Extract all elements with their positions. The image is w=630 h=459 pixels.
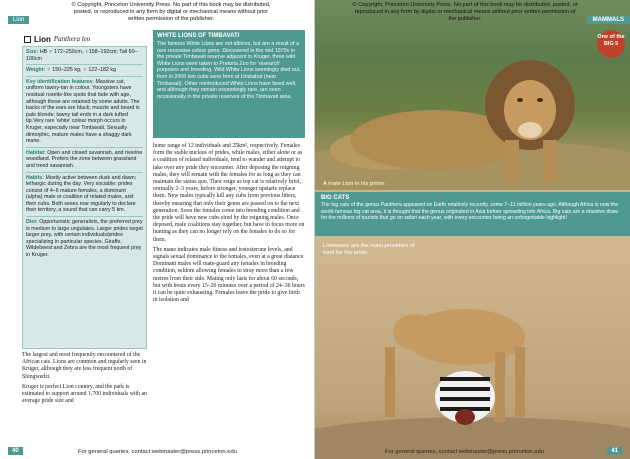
scientific-name: Panthera leo xyxy=(53,35,91,43)
keyid-text: Massive cat, uniform tawny-tan in colour. Youngsters have residual rosette-like spots that fade with age, although these are retained by some adults. The backs of the ears are black; muzzle and beard is pale blonde; tawny tail ends in a dark tufted tip.Very rare 'white' colour morph occurs in Kruger, especially near Timbavati. Sexually dimorphic, mature males have a shaggy dark mane. xyxy=(26,78,140,145)
keyid-section xyxy=(23,77,146,147)
zebra xyxy=(435,371,495,425)
habits-label: Habits: xyxy=(26,174,44,181)
page-footer: For general queries, contact webmaster@press.princeton.edu xyxy=(78,449,237,455)
right-page xyxy=(315,0,630,459)
lioness-zebra-illustration xyxy=(315,237,630,459)
page-number: 40 xyxy=(8,447,23,455)
white-lions-box xyxy=(153,30,305,138)
keyid-label: Key identification features: xyxy=(26,78,94,85)
species-infobox xyxy=(22,46,147,349)
body-paragraph: Kruger is perfect Lion country, and the park is estimated to support around 1,700 individuals with an average pride size and xyxy=(22,383,147,405)
weight-section xyxy=(23,65,146,76)
copyright-notice: © Copyright, Princeton University Press. No part of this book may be distributed, posted, or reproduced in any form by digital or mechanical means without prior written permission of the publisher. xyxy=(352,2,578,22)
copyright-notice: © Copyright, Princeton University Press. No part of this book may be distributed, posted, or reproduced in any form by digital or mechanical means without prior written permission of the publisher. xyxy=(71,2,271,22)
diet-text: Opportunistic generalists, the preferred prey is medium to large ungulates. Larger prides target larger prey, with certain individuals/prides specializing in particular species. Giraffe, Wildebeest and Zebra are the most frequent prey in Kruger. xyxy=(26,219,143,259)
weight-label: Weight: xyxy=(26,67,46,74)
habitat-section xyxy=(23,148,146,172)
big-cats-text: The big cats of the genus Panthera appeared on Earth relatively recently, some 7–11 million years ago. Although Africa is now the world-famous big cat area, it is thought that the genus originated in Asia before spreading into Africa. Big cats are a massive draw for the millions of tourists that go on safari each year, with every encounter being an unforgettable highlight! xyxy=(321,202,619,222)
size-section xyxy=(23,47,146,64)
big-cats-box xyxy=(315,192,630,236)
diet-section xyxy=(23,217,146,261)
body-paragraph: home range of 12 individuals and 25km², respectively. Females form the stable nucleus of prides, while males, either alone or as a coalition of related individuals, tend to wander and attempt to take over any pride they encounter. After deposing the reigning males, they will remain with the females for as long as they can maintain the status quo. Their reign as top cat is relatively brief, normally 2–3 years, before stronger, younger upstarts replace them. New males typically kill any cubs from previous litters, thereby ensuring that only their genes are passed on to the next generation. Soon the females come into breeding condition and the pride will have new cubs sired by the reigning males. Once deposed, male coalitions stay together, but have to focus more on hunting as they can no longer rely on the females to do so for them. xyxy=(153,143,305,243)
species-title: Lion xyxy=(34,34,51,44)
white-lions-text: The famous White Lions are not albinos, but are a result of a rare recessive colour gene. Discovered in the mid 1970s in the private Timbavati reserve adjacent to Kruger, three wild White Lions were taken to Pretoria Zoo for 'research' purposes and breeding. Wild White Lions seemingly died out, then in 2006 two cubs were born at Umbabat (near Timbavati). Other reintroduced White Lions have fared well, and although they remain exceedingly rare, are seen occasionally in the private reserves of the Timbavati area. xyxy=(157,41,301,100)
tick-checkbox[interactable] xyxy=(24,36,31,43)
male-lion-photo xyxy=(315,0,630,190)
big5-badge: One of the BIG 5 xyxy=(597,30,625,58)
big-cats-heading: BIG CATS xyxy=(321,195,350,201)
habitat-label: Habitat: xyxy=(26,149,46,156)
habits-section xyxy=(23,173,146,217)
page-footer: For general queries, contact webmaster@press.princeton.edu xyxy=(385,449,544,455)
body-paragraph: The mane indicates male fitness and testosterone levels, and signals sexual dominance to the females, even at a great distance. Dominant males will mate-guard any females in breeding condition, seldom allowing females to stray more than a few metres from their side. Mating only lasts for about 60 seconds, but with bouts every 15–20 minutes over a period of 24–36 hours it can be quite exhausting. Females leave the pride to give birth in isolation and xyxy=(153,246,305,304)
section-tab: MAMMALS xyxy=(587,16,630,24)
species-heading xyxy=(24,33,146,45)
body-paragraph: The largest and most frequently encountered of the African cats. Lions are common and regularly seen in Kruger, although they are less frequent north of Shingwedzi. xyxy=(22,352,147,380)
lioness-zebra-photo xyxy=(315,237,630,459)
diet-label: Diet: xyxy=(26,219,38,226)
section-tab: Lion xyxy=(8,16,29,24)
body-column-left xyxy=(22,352,147,408)
body-column-right xyxy=(153,143,305,307)
page-number: 41 xyxy=(607,447,622,455)
habitat-text: Open and closed savannah, and riverine woodland. Prefers the zone between grassland and treed savannah. xyxy=(26,149,143,169)
size-text: HB ♂ 172–250cm, ♀158–192cm; Tail 60–100cm xyxy=(26,49,138,62)
white-lions-heading: WHITE LIONS OF TIMBAVATI xyxy=(157,33,240,39)
size-label: Size: xyxy=(26,49,39,55)
male-lion-illustration xyxy=(315,0,630,190)
photo-caption-top: A male Lion in his prime xyxy=(323,181,385,187)
photo-caption-bottom: Lionesses are the main providers of food for the pride. xyxy=(323,243,415,256)
habits-text: Mostly active between dusk and dawn; lethargic during the day. Very sociable: prides consist of 4–6 mature females, a dominant (alpha) male or coalition of related males, and their cubs. Both sexes roar regularly to declare their territory, a sound that can carry 5 km. xyxy=(26,174,137,214)
weight-text: ♂ 150–225 kg, ♀ 122–182 kg xyxy=(46,67,117,74)
